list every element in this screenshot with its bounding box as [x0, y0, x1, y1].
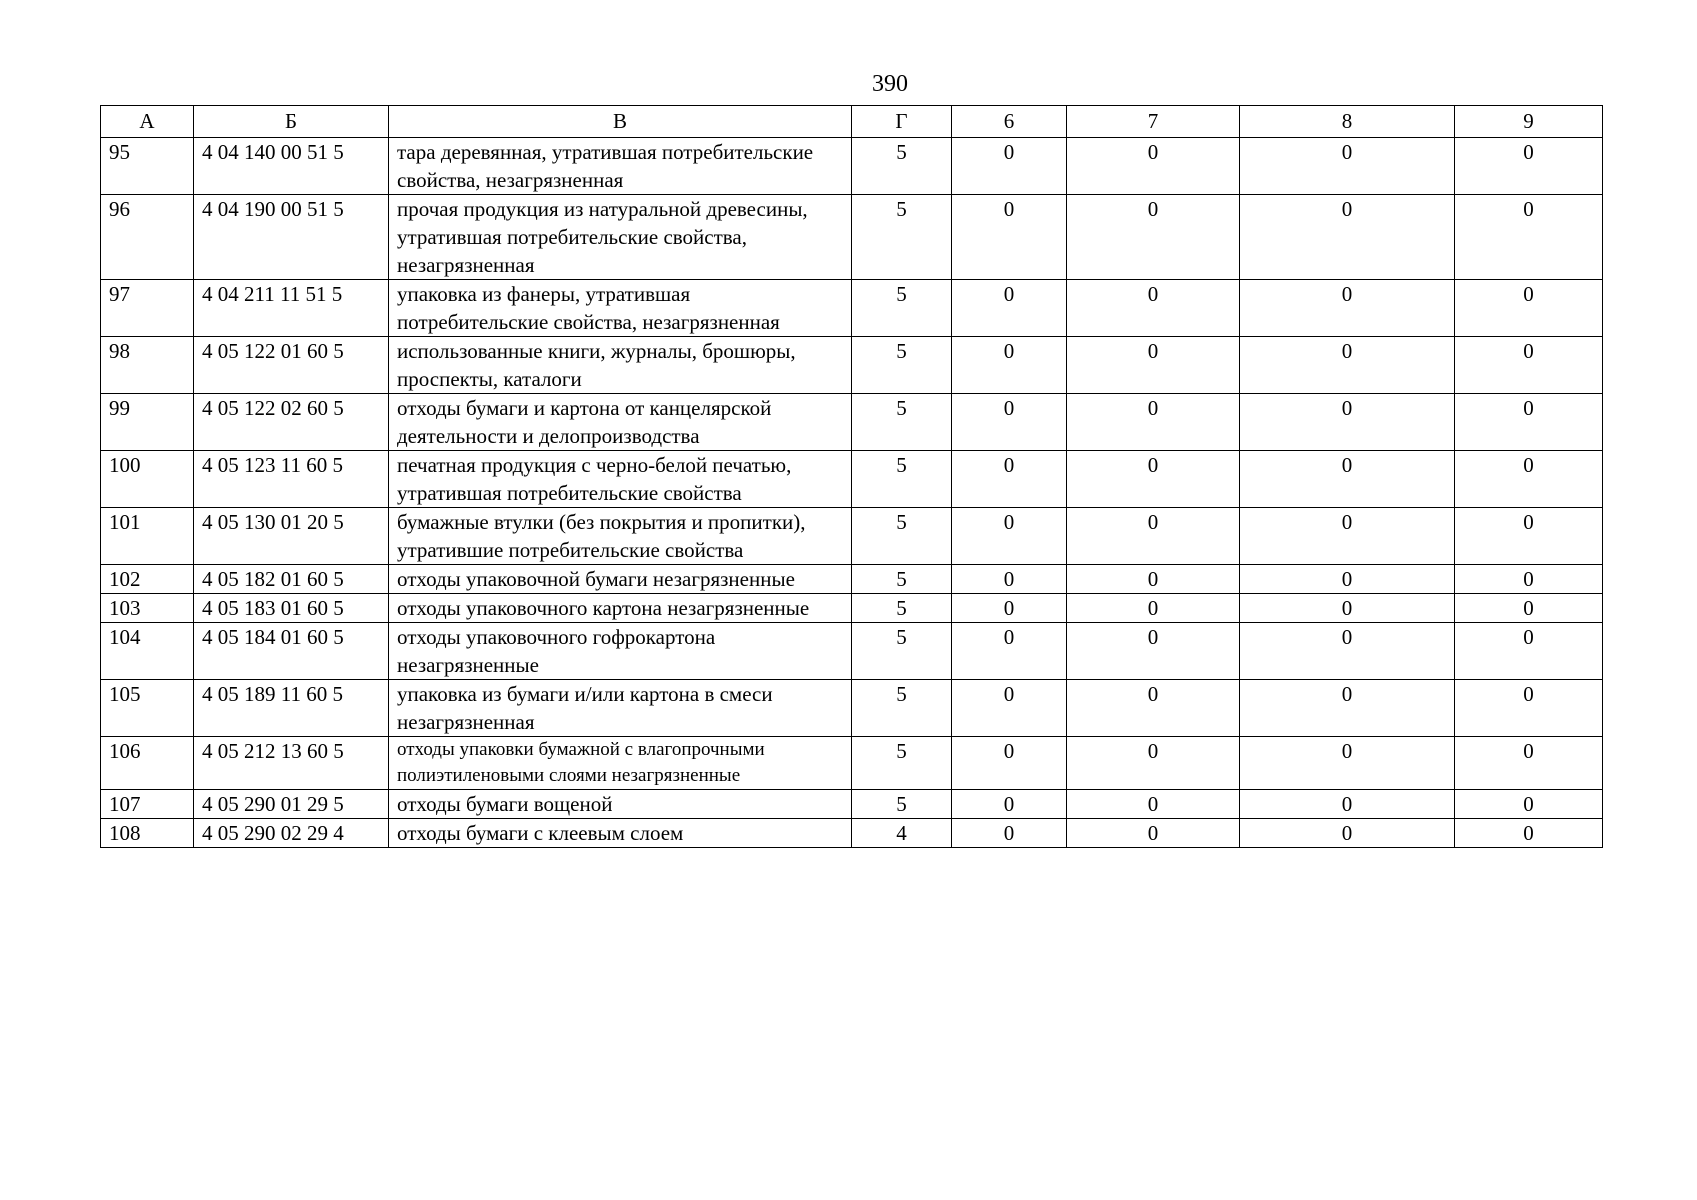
- column-6-cell: 0: [952, 819, 1067, 848]
- column-7-cell: 0: [1067, 565, 1240, 594]
- header-cell-6: 6: [952, 106, 1067, 138]
- column-7-cell: 0: [1067, 623, 1240, 680]
- hazard-class-cell: 5: [852, 737, 952, 790]
- waste-code-cell: 4 04 140 00 51 5: [194, 138, 389, 195]
- column-6-cell: 0: [952, 565, 1067, 594]
- column-9-cell: 0: [1455, 565, 1603, 594]
- row-number-cell: 95: [101, 138, 194, 195]
- row-number-cell: 101: [101, 508, 194, 565]
- waste-code-cell: 4 05 123 11 60 5: [194, 451, 389, 508]
- table-row: [101, 394, 1603, 451]
- column-7-cell: 0: [1067, 394, 1240, 451]
- waste-name-cell: упаковка из фанеры, утратившая потребительские свойства, незагрязненная: [389, 280, 852, 337]
- row-number-cell: 96: [101, 195, 194, 280]
- waste-name-cell: отходы упаковочной бумаги незагрязненные: [389, 565, 852, 594]
- column-9-cell: 0: [1455, 451, 1603, 508]
- hazard-class-cell: 4: [852, 819, 952, 848]
- column-9-cell: 0: [1455, 623, 1603, 680]
- column-9-cell: 0: [1455, 195, 1603, 280]
- column-9-cell: 0: [1455, 594, 1603, 623]
- row-number-cell: 102: [101, 565, 194, 594]
- table-row: [101, 451, 1603, 508]
- header-cell-9: 9: [1455, 106, 1603, 138]
- waste-name-cell: отходы бумаги с клеевым слоем: [389, 819, 852, 848]
- column-8-cell: 0: [1240, 819, 1455, 848]
- hazard-class-cell: 5: [852, 138, 952, 195]
- table-row: [101, 623, 1603, 680]
- header-cell-v: В: [389, 106, 852, 138]
- column-9-cell: 0: [1455, 394, 1603, 451]
- column-7-cell: 0: [1067, 790, 1240, 819]
- hazard-class-cell: 5: [852, 790, 952, 819]
- waste-code-cell: 4 05 183 01 60 5: [194, 594, 389, 623]
- hazard-class-cell: 5: [852, 623, 952, 680]
- waste-code-cell: 4 05 290 02 29 4: [194, 819, 389, 848]
- header-cell-8: 8: [1240, 106, 1455, 138]
- column-9-cell: 0: [1455, 337, 1603, 394]
- waste-code-cell: 4 05 182 01 60 5: [194, 565, 389, 594]
- hazard-class-cell: 5: [852, 195, 952, 280]
- table-row: [101, 819, 1603, 848]
- waste-name-cell: отходы упаковочного гофрокартона незагрязненные: [389, 623, 852, 680]
- row-number-cell: 108: [101, 819, 194, 848]
- column-6-cell: 0: [952, 394, 1067, 451]
- column-8-cell: 0: [1240, 280, 1455, 337]
- column-6-cell: 0: [952, 508, 1067, 565]
- table-row: [101, 680, 1603, 737]
- waste-code-cell: 4 05 130 01 20 5: [194, 508, 389, 565]
- column-9-cell: 0: [1455, 280, 1603, 337]
- row-number-cell: 104: [101, 623, 194, 680]
- page-number: 390: [872, 71, 908, 97]
- table-row: [101, 280, 1603, 337]
- waste-name-cell: отходы бумаги вощеной: [389, 790, 852, 819]
- column-9-cell: 0: [1455, 819, 1603, 848]
- waste-name-cell: отходы бумаги и картона от канцелярской деятельности и делопроизводства: [389, 394, 852, 451]
- hazard-class-cell: 5: [852, 451, 952, 508]
- column-8-cell: 0: [1240, 594, 1455, 623]
- column-7-cell: 0: [1067, 737, 1240, 790]
- waste-name-cell: прочая продукция из натуральной древесины, утратившая потребительские свойства, незагрязненная: [389, 195, 852, 280]
- row-number-cell: 99: [101, 394, 194, 451]
- column-8-cell: 0: [1240, 680, 1455, 737]
- waste-name-cell: бумажные втулки (без покрытия и пропитки), утратившие потребительские свойства: [389, 508, 852, 565]
- waste-name-cell: печатная продукция с черно-белой печатью, утратившая потребительские свойства: [389, 451, 852, 508]
- table-row: [101, 337, 1603, 394]
- column-6-cell: 0: [952, 737, 1067, 790]
- column-6-cell: 0: [952, 623, 1067, 680]
- header-cell-a: А: [101, 106, 194, 138]
- column-8-cell: 0: [1240, 394, 1455, 451]
- hazard-class-cell: 5: [852, 394, 952, 451]
- header-cell-b: Б: [194, 106, 389, 138]
- waste-name-cell: использованные книги, журналы, брошюры, проспекты, каталоги: [389, 337, 852, 394]
- row-number-cell: 106: [101, 737, 194, 790]
- column-6-cell: 0: [952, 138, 1067, 195]
- hazard-class-cell: 5: [852, 594, 952, 623]
- row-number-cell: 100: [101, 451, 194, 508]
- column-8-cell: 0: [1240, 737, 1455, 790]
- table-row: [101, 594, 1603, 623]
- header-cell-g: Г: [852, 106, 952, 138]
- column-6-cell: 0: [952, 594, 1067, 623]
- column-8-cell: 0: [1240, 565, 1455, 594]
- waste-code-cell: 4 05 184 01 60 5: [194, 623, 389, 680]
- column-6-cell: 0: [952, 680, 1067, 737]
- column-6-cell: 0: [952, 195, 1067, 280]
- header-row: [101, 106, 1603, 138]
- column-7-cell: 0: [1067, 280, 1240, 337]
- waste-name-cell: тара деревянная, утратившая потребительские свойства, незагрязненная: [389, 138, 852, 195]
- column-7-cell: 0: [1067, 594, 1240, 623]
- waste-name-cell: отходы упаковочного картона незагрязненные: [389, 594, 852, 623]
- table-header: [101, 106, 1603, 138]
- column-9-cell: 0: [1455, 508, 1603, 565]
- column-8-cell: 0: [1240, 195, 1455, 280]
- column-6-cell: 0: [952, 337, 1067, 394]
- hazard-class-cell: 5: [852, 565, 952, 594]
- column-9-cell: 0: [1455, 138, 1603, 195]
- table-body: [101, 138, 1603, 848]
- column-6-cell: 0: [952, 451, 1067, 508]
- waste-code-cell: 4 04 190 00 51 5: [194, 195, 389, 280]
- table-row: [101, 737, 1603, 790]
- column-7-cell: 0: [1067, 680, 1240, 737]
- header-cell-7: 7: [1067, 106, 1240, 138]
- row-number-cell: 97: [101, 280, 194, 337]
- column-8-cell: 0: [1240, 451, 1455, 508]
- column-9-cell: 0: [1455, 680, 1603, 737]
- hazard-class-cell: 5: [852, 280, 952, 337]
- waste-classification-table: [100, 105, 1603, 848]
- row-number-cell: 105: [101, 680, 194, 737]
- waste-code-cell: 4 05 122 01 60 5: [194, 337, 389, 394]
- waste-code-cell: 4 04 211 11 51 5: [194, 280, 389, 337]
- waste-name-cell: упаковка из бумаги и/или картона в смеси незагрязненная: [389, 680, 852, 737]
- column-6-cell: 0: [952, 280, 1067, 337]
- column-8-cell: 0: [1240, 790, 1455, 819]
- row-number-cell: 107: [101, 790, 194, 819]
- row-number-cell: 98: [101, 337, 194, 394]
- column-7-cell: 0: [1067, 819, 1240, 848]
- table-row: [101, 138, 1603, 195]
- column-9-cell: 0: [1455, 737, 1603, 790]
- column-9-cell: 0: [1455, 790, 1603, 819]
- column-8-cell: 0: [1240, 508, 1455, 565]
- hazard-class-cell: 5: [852, 508, 952, 565]
- column-8-cell: 0: [1240, 138, 1455, 195]
- waste-code-cell: 4 05 212 13 60 5: [194, 737, 389, 790]
- hazard-class-cell: 5: [852, 680, 952, 737]
- column-6-cell: 0: [952, 790, 1067, 819]
- column-7-cell: 0: [1067, 195, 1240, 280]
- column-7-cell: 0: [1067, 337, 1240, 394]
- column-7-cell: 0: [1067, 508, 1240, 565]
- waste-code-cell: 4 05 189 11 60 5: [194, 680, 389, 737]
- waste-code-cell: 4 05 122 02 60 5: [194, 394, 389, 451]
- column-8-cell: 0: [1240, 337, 1455, 394]
- table-row: [101, 508, 1603, 565]
- table-row: [101, 195, 1603, 280]
- column-8-cell: 0: [1240, 623, 1455, 680]
- waste-code-cell: 4 05 290 01 29 5: [194, 790, 389, 819]
- row-number-cell: 103: [101, 594, 194, 623]
- column-7-cell: 0: [1067, 451, 1240, 508]
- waste-name-cell: отходы упаковки бумажной с влагопрочными полиэтиленовыми слоями незагрязненные: [389, 737, 852, 790]
- table-row: [101, 790, 1603, 819]
- hazard-class-cell: 5: [852, 337, 952, 394]
- table-row: [101, 565, 1603, 594]
- column-7-cell: 0: [1067, 138, 1240, 195]
